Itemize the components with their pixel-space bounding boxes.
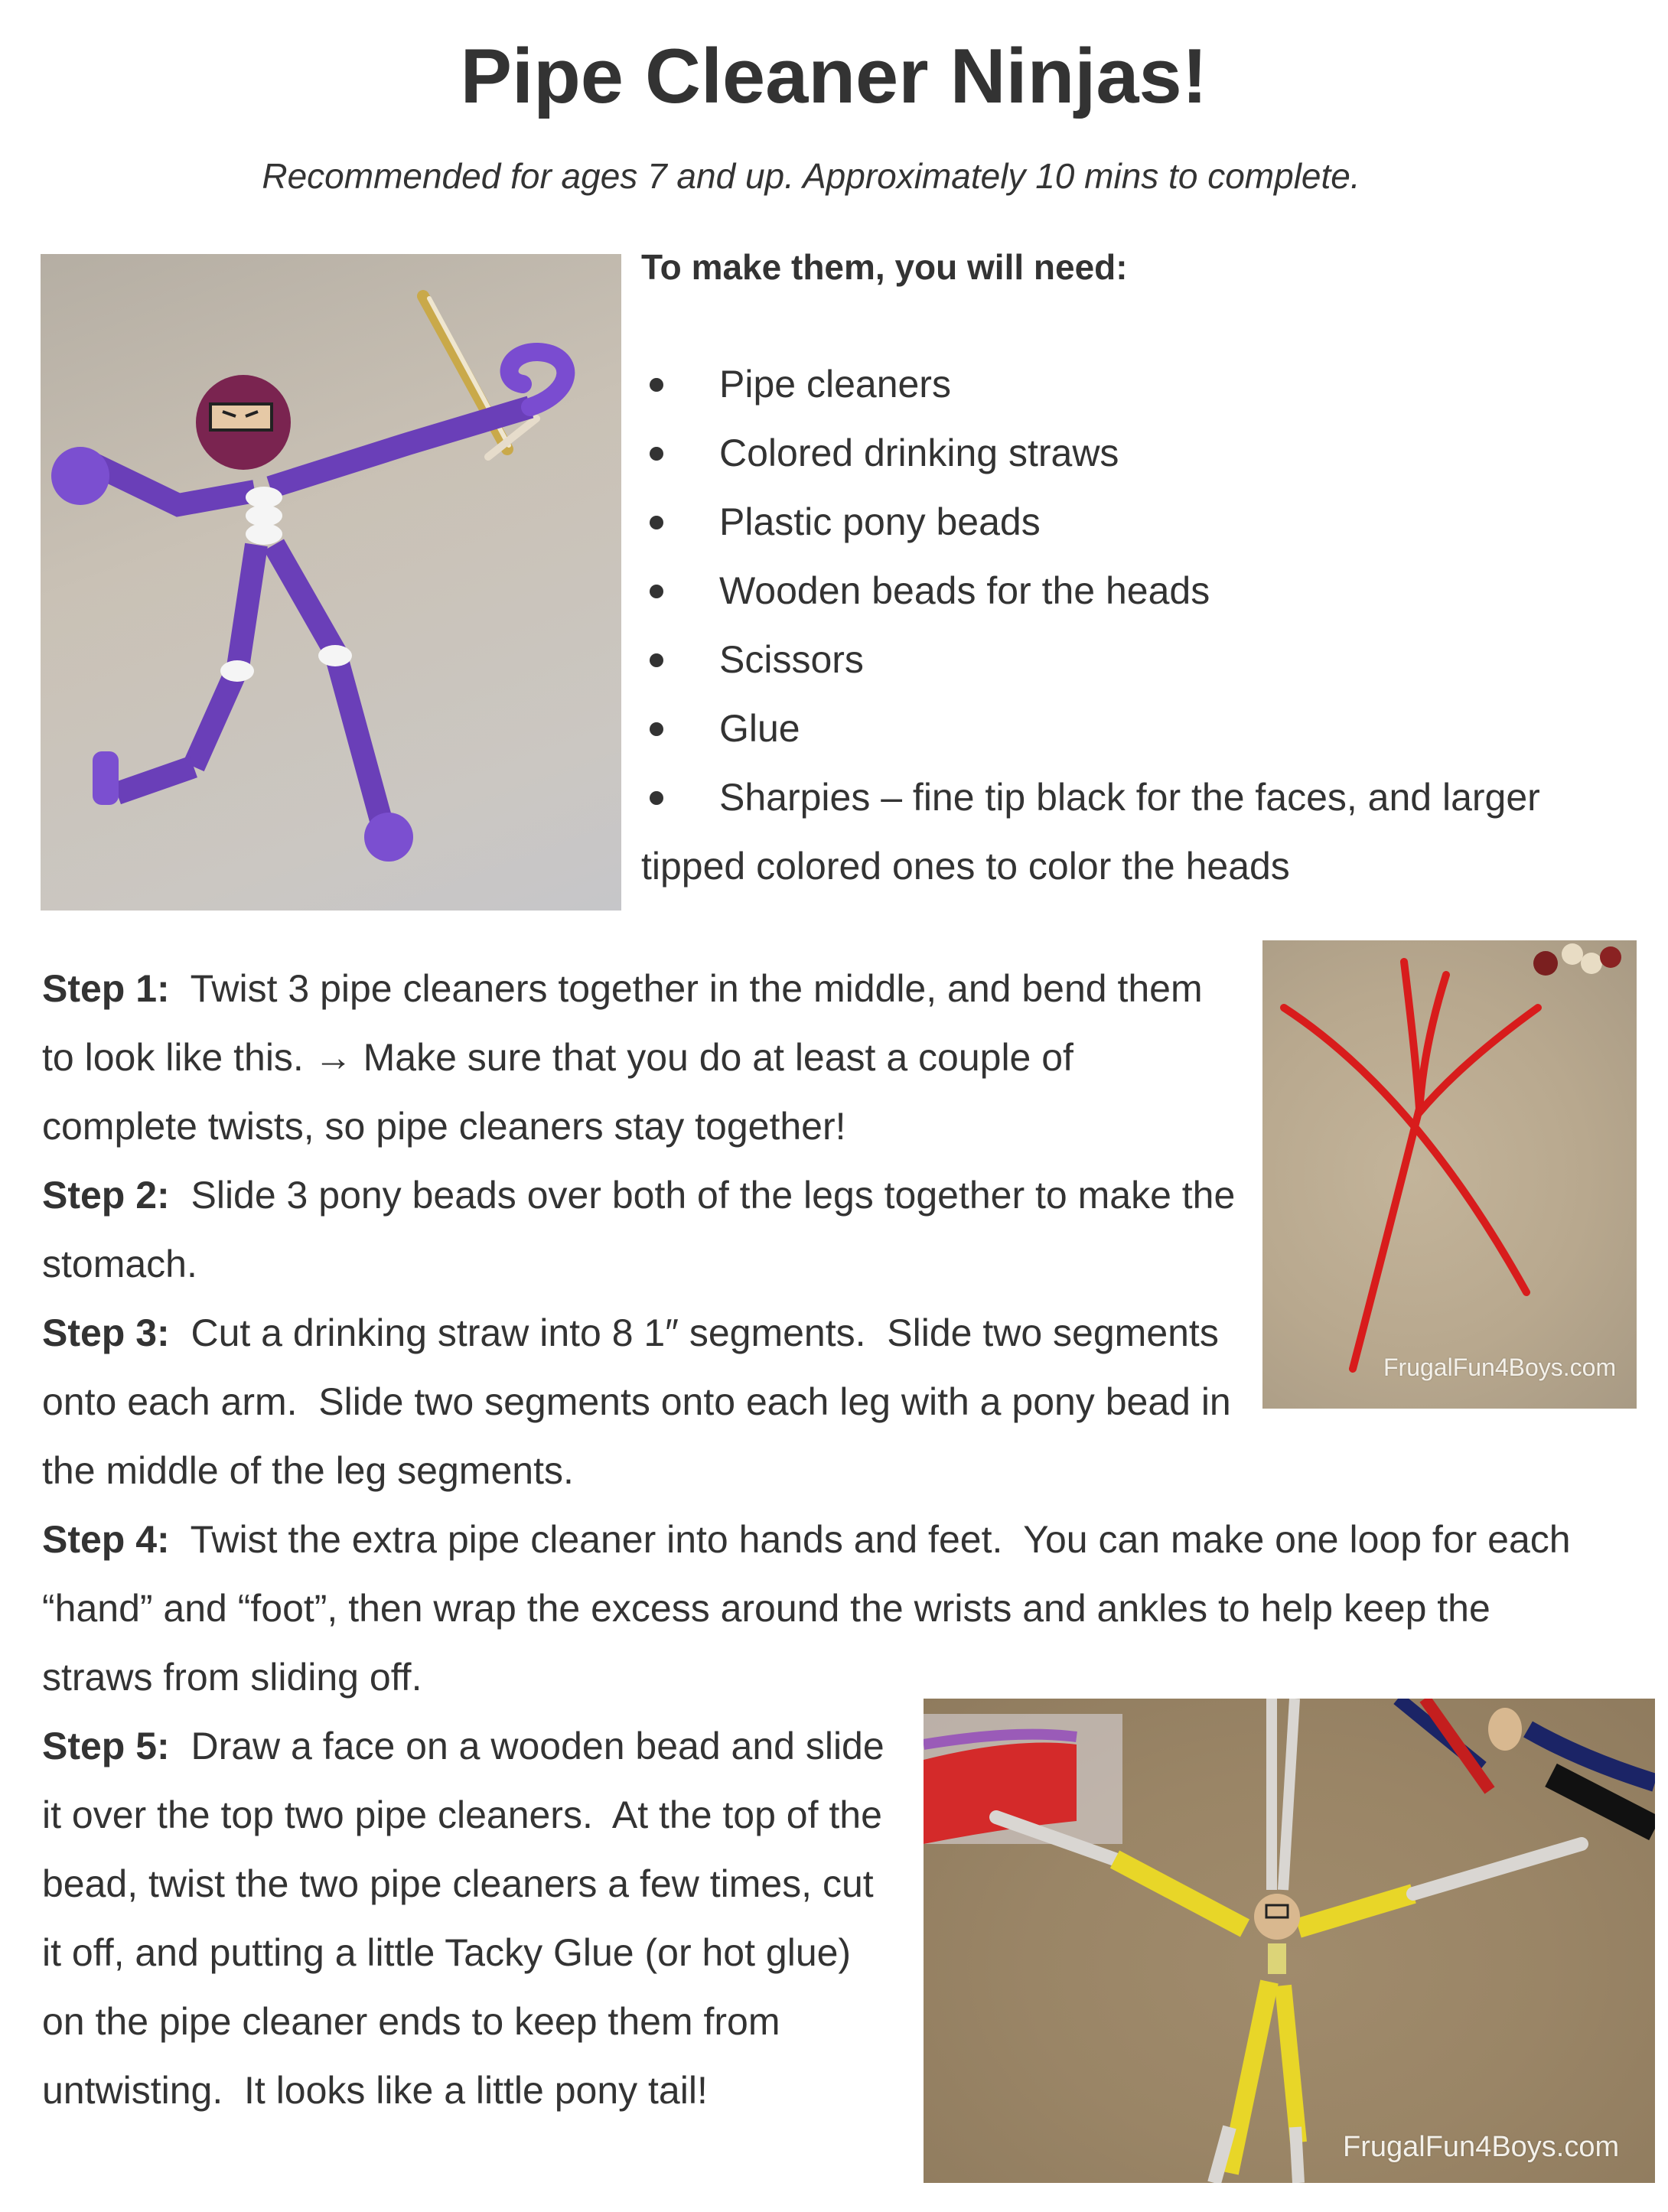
bullet-icon [650,585,663,598]
step-4-line-3: straws from sliding off. [42,1656,422,1699]
finished-ninja-photo [41,254,621,911]
step-text: Twist the extra pipe cleaner into hands and feet. You can make one loop for each [169,1518,1571,1561]
step-label: Step 5: [42,1725,170,1767]
step-5-line-4: it off, and putting a little Tacky Glue (or hot glue) [42,1931,852,1974]
bullet-icon [650,447,663,461]
material-item: Glue [719,707,800,750]
step-1-line-1 [42,954,1203,1023]
step-5-line-5: on the pipe cleaner ends to keep them from [42,2000,780,2043]
bullet-icon [650,516,663,529]
material-item: Scissors [719,638,864,681]
material-item: Pipe cleaners [719,363,951,406]
step-4-line-2: “hand” and “foot”, then wrap the excess around the wrists and ankles to help keep the [42,1587,1490,1630]
material-item-continuation: tipped colored ones to color the heads [641,845,1290,888]
step5-photo [924,1699,1655,2183]
step-text: Slide 3 pony beads over both of the legs together to make the [169,1174,1236,1217]
bullet-icon [650,722,663,736]
bullet-icon [650,378,663,392]
step-4-line-1 [42,1505,1571,1574]
step-5-line-3: bead, twist the two pipe cleaners a few times, cut [42,1862,874,1905]
red-pipe-cleaners-illustration [1262,940,1637,1409]
photo-watermark: FrugalFun4Boys.com [1343,2131,1620,2163]
step-1-line-3: complete twists, so pipe cleaners stay together! [42,1105,846,1148]
step-5-line-1 [42,1712,884,1780]
page-title: Pipe Cleaner Ninjas! [460,34,1208,119]
material-item: Sharpies – fine tip black for the faces, and larger [719,776,1540,819]
bullet-icon [650,653,663,667]
step-2-line-2: stomach. [42,1243,197,1285]
materials-heading: To make them, you will need: [641,247,1128,287]
step-1-line-2: to look like this. → Make sure that you do at least a couple of [42,1036,1073,1079]
step-label: Step 4: [42,1518,170,1561]
photo-watermark: FrugalFun4Boys.com [1383,1354,1617,1381]
assembled-figure-illustration [924,1699,1655,2183]
step-2-line-1 [42,1161,1235,1230]
ninja-figure-illustration [41,254,621,911]
bullet-icon [650,791,663,805]
step-5-line-2: it over the top two pipe cleaners. At the top of the [42,1793,882,1836]
material-item: Colored drinking straws [719,432,1119,474]
step-text: Cut a drinking straw into 8 1″ segments. Slide two segments [169,1311,1219,1354]
step-label: Step 1: [42,967,170,1010]
subtitle: Recommended for ages 7 and up. Approximately 10 mins to complete. [262,156,1360,196]
step-text: Twist 3 pipe cleaners together in the middle, and bend them [169,967,1203,1010]
material-item: Plastic pony beads [719,500,1041,543]
material-item: Wooden beads for the heads [719,569,1210,612]
step-3-line-2: onto each arm. Slide two segments onto each leg with a pony bead in [42,1380,1231,1423]
step-label: Step 3: [42,1311,170,1354]
step-3-line-3: the middle of the leg segments. [42,1449,574,1492]
step-label: Step 2: [42,1174,170,1217]
step1-photo [1262,940,1637,1409]
step-text: Draw a face on a wooden bead and slide [169,1725,884,1767]
step-5-line-6: untwisting. It looks like a little pony tail! [42,2069,708,2112]
step-3-line-1 [42,1298,1219,1367]
